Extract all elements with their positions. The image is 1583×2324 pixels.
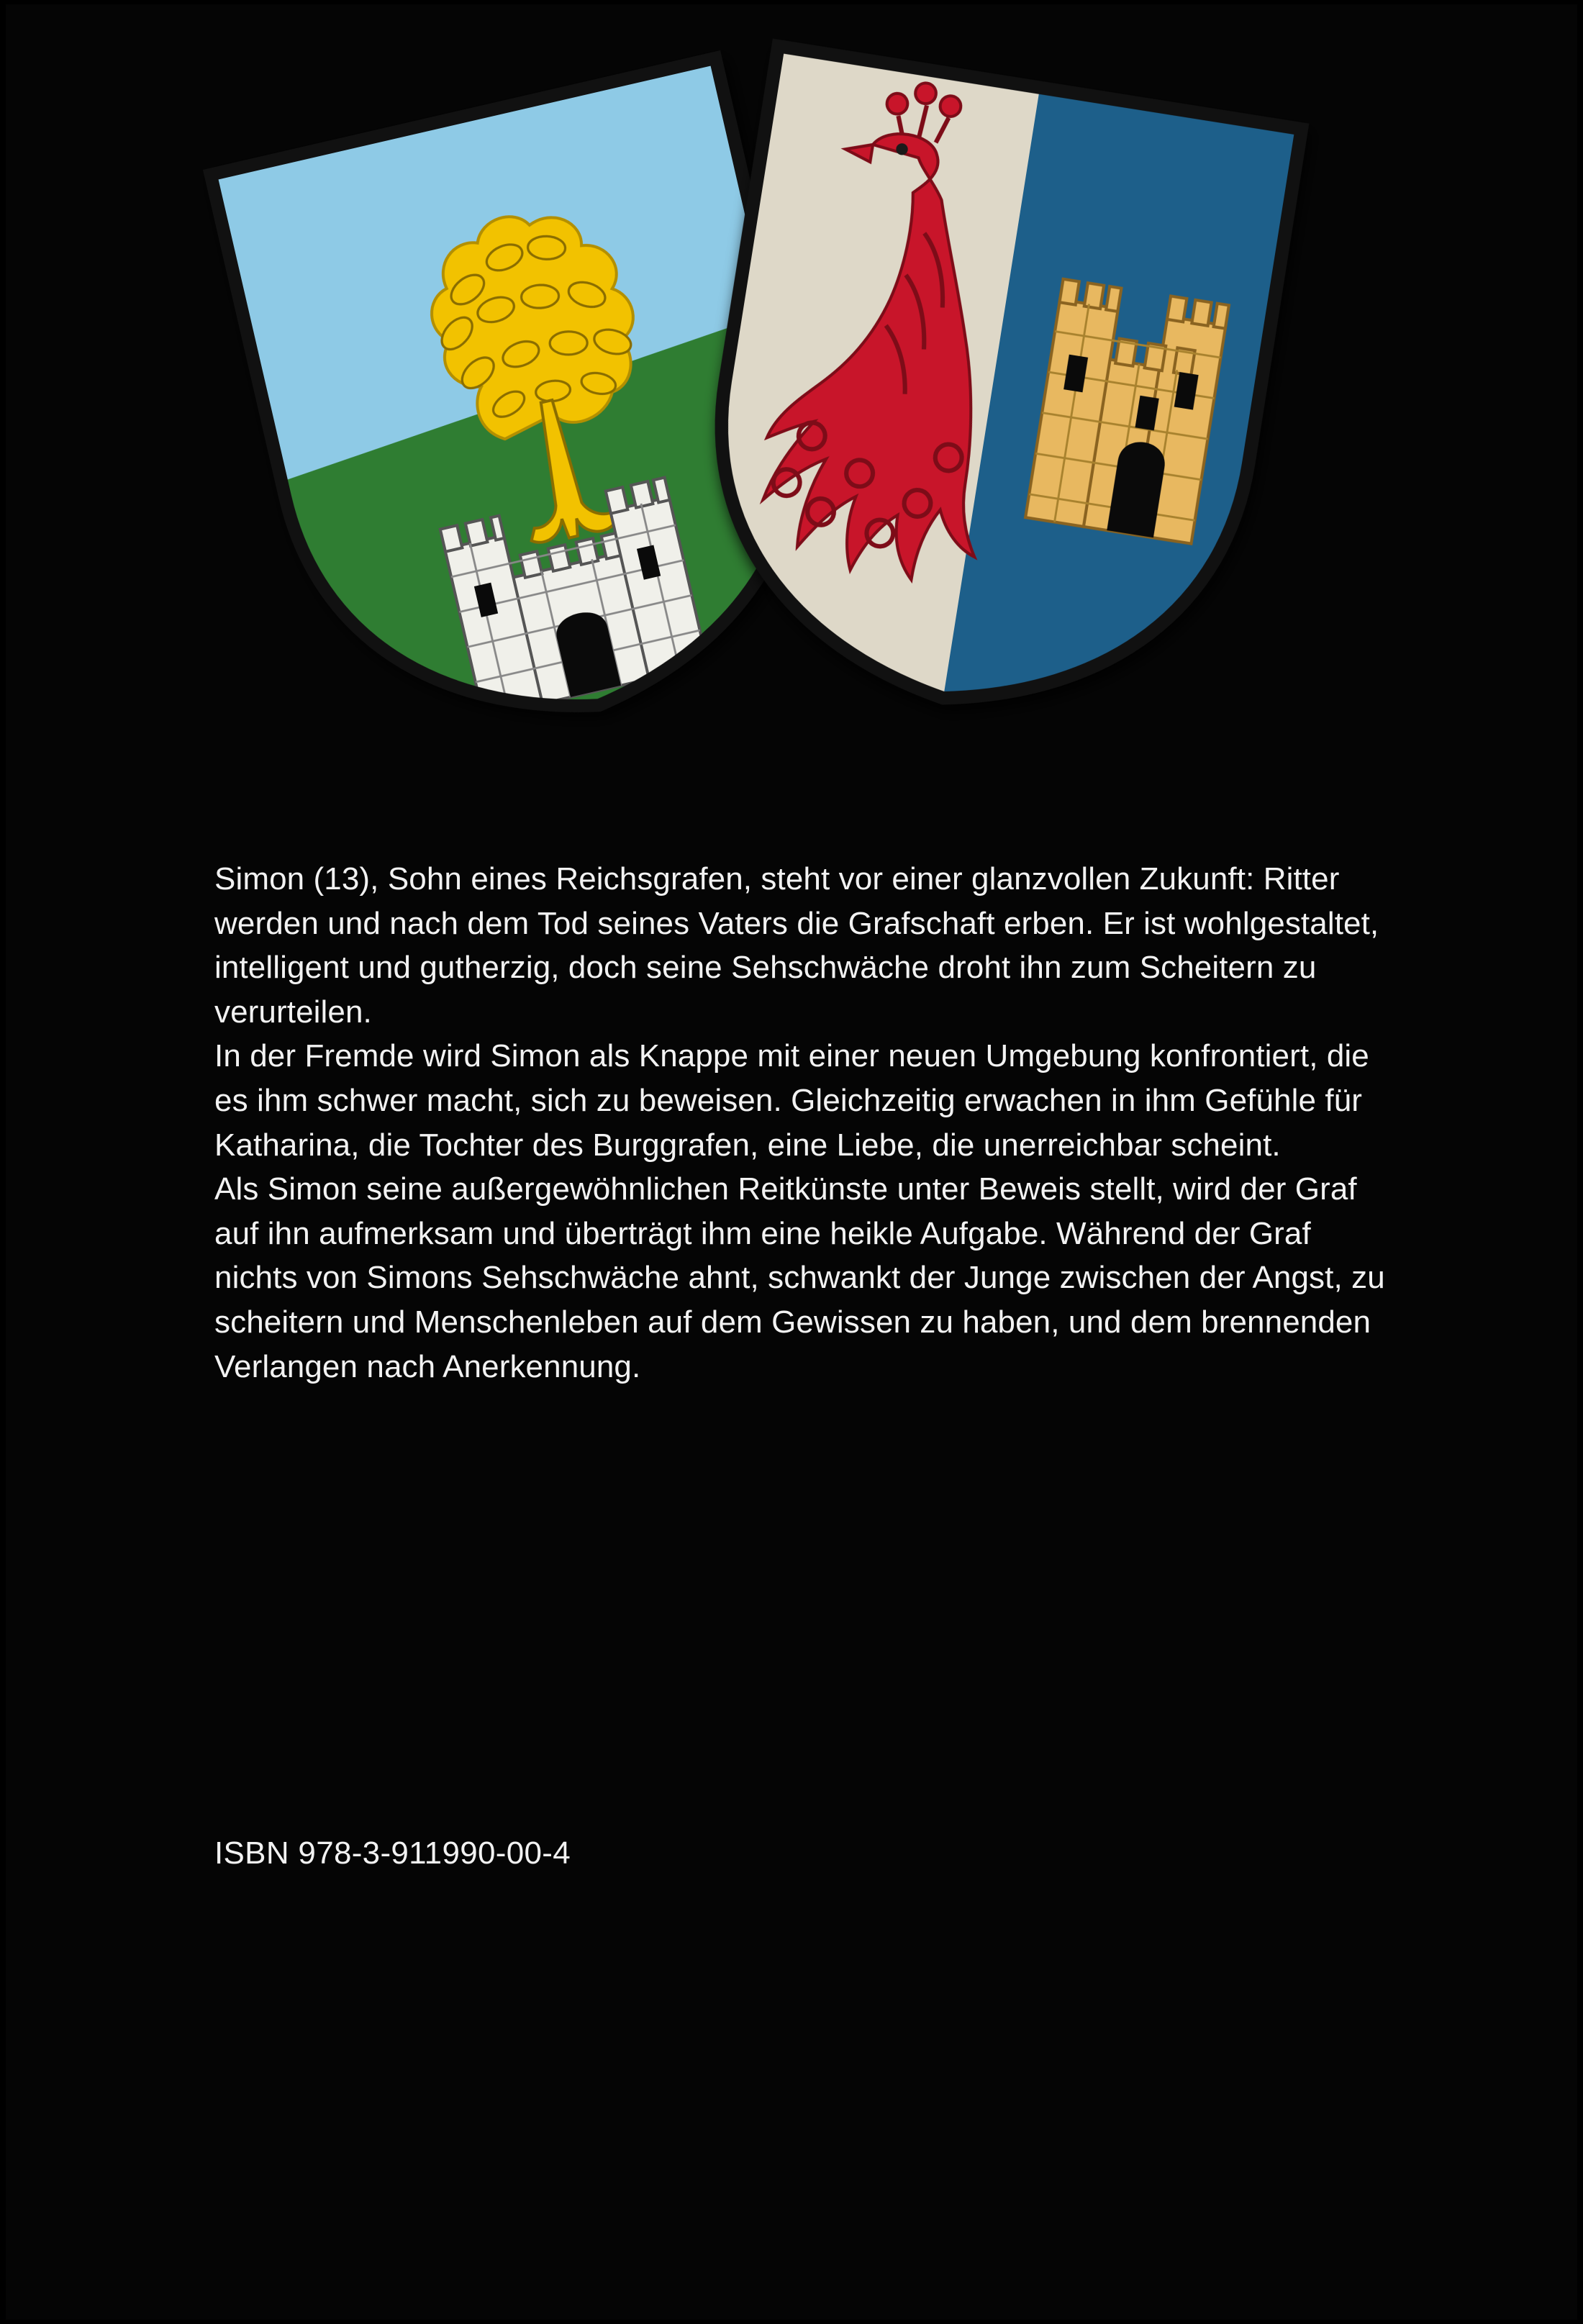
coat-of-arms-artwork	[6, 55, 1583, 789]
blurb-paragraph-2: In der Fremde wird Simon als Knappe mit einer neuen Umgebung konfrontiert, die es ihm schwer macht, sich zu beweisen. Gleichzeitig erwachen in ihm Gefühle für Katharina, die Tochter des Burggrafen, eine Liebe, die unerreichbar scheint.	[214, 1038, 1369, 1163]
blurb-paragraph-3: Als Simon seine außergewöhnlichen Reitkünste unter Beweis stellt, wird der Graf auf ihn aufmerksam und überträgt ihm eine heikle Aufgabe. Während der Graf nichts von Simons Sehschwäche ahnt, schwankt der Junge zwischen der Angst, zu scheitern und Menschenleben auf dem Gewissen zu haben, und dem brennenden Verlangen nach Anerkennung.	[214, 1171, 1385, 1384]
blurb-paragraph-1: Simon (13), Sohn eines Reichsgrafen, steht vor einer glanzvollen Zukunft: Ritter werden und nach dem Tod seines Vaters die Grafschaft erben. Er ist wohlgestaltet, intelligent und gutherzig, doch seine Sehschwäche droht ihn zum Scheitern zu verurteilen.	[214, 861, 1379, 1030]
shield-right-icon	[657, 28, 1327, 758]
book-blurb	[214, 857, 1394, 1389]
isbn-label: ISBN 978-3-911990-00-4	[214, 1835, 571, 1871]
